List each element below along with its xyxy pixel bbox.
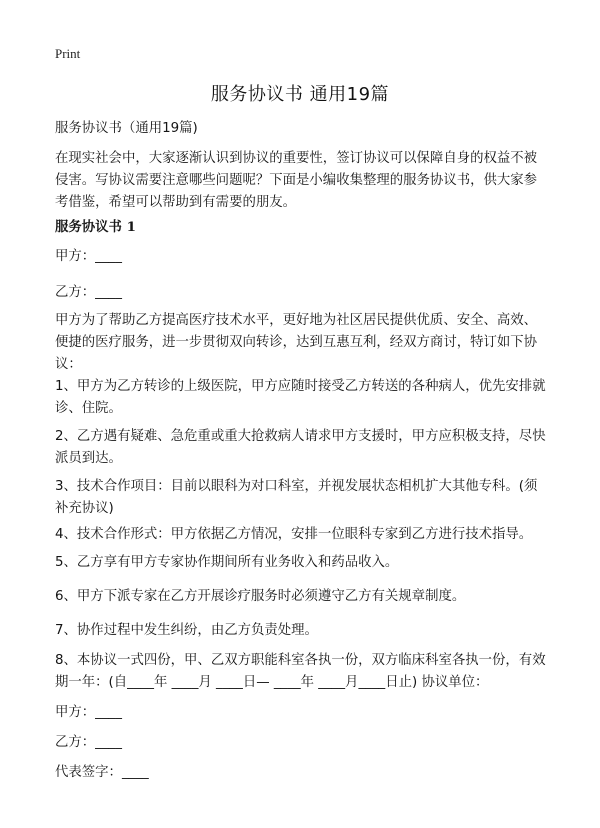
sign-party-b-line: 乙方：____ bbox=[55, 735, 122, 750]
print-label: Print bbox=[55, 46, 81, 61]
clause-3: 3、技术合作项目：目前以眼科为对口科室，并视发展状态相机扩大其他专科。(须补充协议) bbox=[55, 479, 538, 516]
document-subtitle: 服务协议书（通用19篇) bbox=[55, 121, 198, 136]
representative-signature-line: 代表签字：____ bbox=[55, 765, 149, 780]
party-a-line: 甲方：____ bbox=[55, 249, 122, 264]
party-b-line: 乙方：____ bbox=[55, 285, 122, 300]
preamble-paragraph: 甲方为了帮助乙方提高医疗技术水平，更好地为社区居民提供优质、安全、高效、便捷的医疗服务，进一步贯彻双向转诊，达到互惠互利，经双方商讨，特订如下协议： bbox=[55, 313, 538, 372]
intro-paragraph: 在现实社会中，大家逐渐认识到协议的重要性，签订协议可以保障自身的权益不被侵害。写协议需要注意哪些问题呢？下面是小编收集整理的服务协议书，供大家参考借鉴，希望可以帮助到有需要的朋友。 bbox=[55, 151, 538, 210]
sign-party-a-line: 甲方：____ bbox=[55, 705, 122, 720]
clause-4: 4、技术合作形式：甲方依据乙方情况，安排一位眼科专家到乙方进行技术指导。 bbox=[55, 527, 533, 542]
clause-1: 1、甲方为乙方转诊的上级医院，甲方应随时接受乙方转送的各种病人，优先安排就诊、住院。 bbox=[55, 379, 546, 416]
document-title: 服务协议书 通用19篇 bbox=[210, 84, 390, 105]
clause-7: 7、协作过程中发生纠纷，由乙方负责处理。 bbox=[55, 623, 318, 638]
section-heading: 服务协议书 1 bbox=[55, 219, 136, 235]
clause-8: 8、本协议一式四份，甲、乙双方职能科室各执一份，双方临床科室各执一份，有效期一年：(自____年 ____月 ____日— ____年 ____月____日止) 协议单位： bbox=[55, 653, 546, 690]
clause-6: 6、甲方下派专家在乙方开展诊疗服务时必须遵守乙方有关规章制度。 bbox=[55, 589, 466, 604]
clause-2: 2、乙方遇有疑难、急危重或重大抢救病人请求甲方支援时，甲方应积极支持，尽快派员到达。 bbox=[55, 429, 546, 466]
clause-5: 5、乙方享有甲方专家协作期间所有业务收入和药品收入。 bbox=[55, 555, 399, 570]
